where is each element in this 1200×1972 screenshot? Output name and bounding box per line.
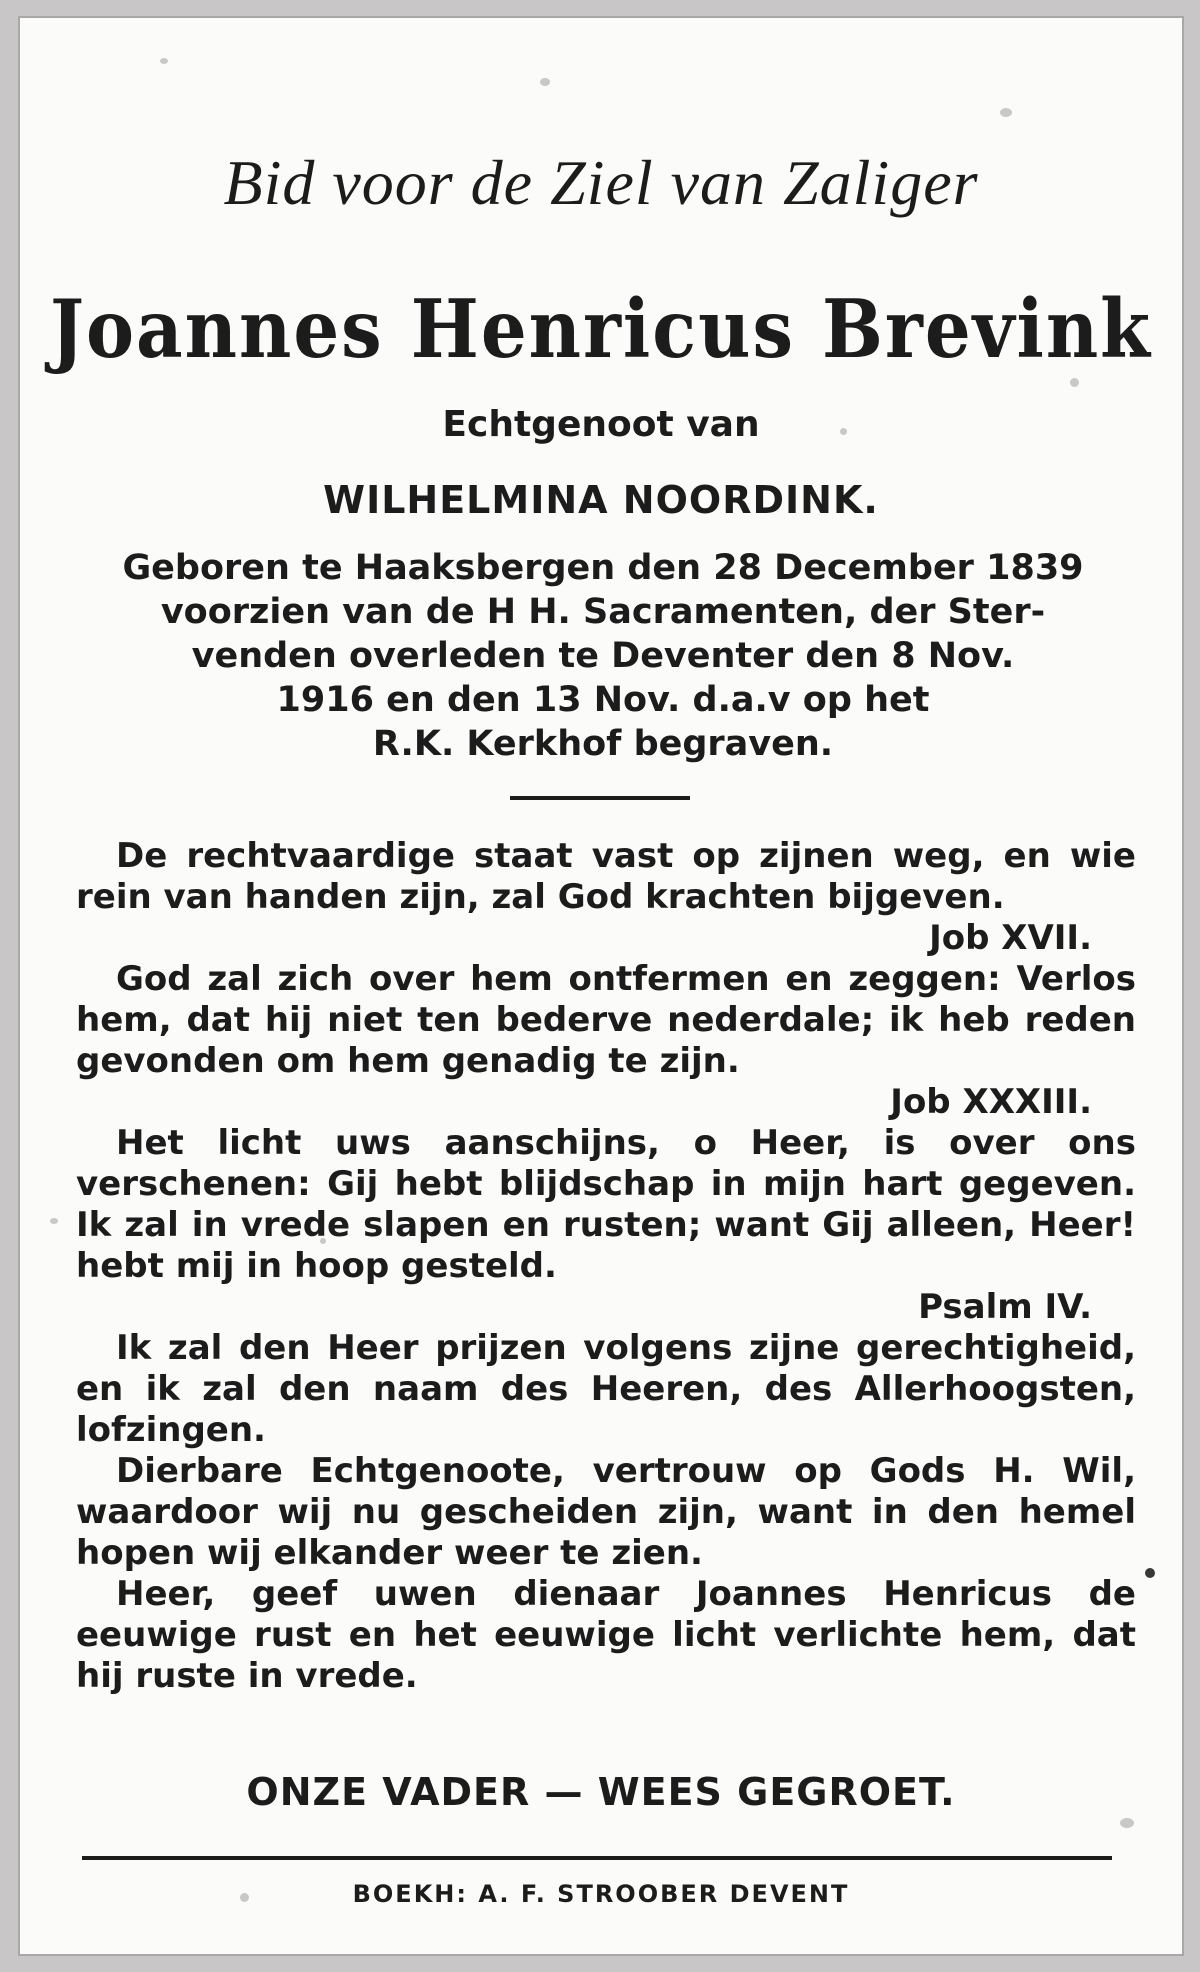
verse-reference: Job XVII. bbox=[929, 918, 1092, 958]
verse-reference: Job XXXIII. bbox=[890, 1082, 1092, 1122]
birth-line: Geboren te Haaksbergen den 28 December 1839 bbox=[122, 548, 1084, 588]
verse bbox=[76, 1574, 1136, 1697]
closing-prayer: ONZE VADER — WEES GEGROET. bbox=[246, 1770, 956, 1814]
speck bbox=[1070, 378, 1079, 387]
birth-line: voorzien van de H H. Sacramenten, der Ster- bbox=[160, 592, 1046, 632]
verse bbox=[76, 1328, 1136, 1451]
verses bbox=[76, 836, 1136, 1697]
printer-imprint: BOEKH: A. F. STROOBER DEVENT bbox=[352, 1880, 850, 1908]
speck bbox=[50, 1218, 58, 1224]
speck bbox=[1120, 1818, 1134, 1828]
speck bbox=[1000, 108, 1012, 117]
birth-line: R.K. Kerkhof begraven. bbox=[372, 724, 834, 764]
card-title: Bid voor de Ziel van Zaliger bbox=[223, 147, 979, 218]
verse-text: Heer, geef uwen dienaar Joannes Henricus de eeuwige rust en het eeuwige licht verlichte hem, dat hij ruste in vrede. bbox=[76, 1574, 1136, 1696]
spouse-name: WILHELMINA NOORDINK. bbox=[323, 478, 879, 522]
birth-line: venden overleden te Deventer den 8 Nov. bbox=[191, 636, 1015, 676]
speck bbox=[1145, 1568, 1155, 1578]
verse bbox=[76, 836, 1136, 959]
divider-long bbox=[82, 1856, 1112, 1860]
spouse-label: Echtgenoot van bbox=[442, 404, 760, 445]
verse-text: De rechtvaardige staat vast op zijnen weg, en wie rein van handen zijn, zal God krachten bijgeven. bbox=[76, 836, 1136, 917]
verse-text: God zal zich over hem ontfermen en zeggen: Verlos hem, dat hij niet ten bederve nederdale; ik heb reden gevonden om hem genadig te zijn. bbox=[76, 959, 1136, 1081]
speck bbox=[540, 78, 550, 86]
divider-short bbox=[510, 796, 690, 800]
verse bbox=[76, 1123, 1136, 1328]
birth-line: 1916 en den 13 Nov. d.a.v op het bbox=[276, 680, 930, 720]
verse-text: Het licht uws aanschijns, o Heer, is over ons verschenen: Gij hebt blijdschap in mijn hart gegeven. Ik zal in vrede slapen en rusten; want Gij alleen, Heer! hebt mij in hoop gesteld. bbox=[76, 1123, 1136, 1286]
birth-death-details bbox=[60, 546, 1146, 766]
verse bbox=[76, 959, 1136, 1123]
speck bbox=[160, 58, 168, 64]
verse-reference: Psalm IV. bbox=[918, 1287, 1092, 1327]
memorial-card bbox=[18, 16, 1184, 1956]
deceased-name: Joannes Henricus Brevink bbox=[49, 280, 1153, 377]
verse bbox=[76, 1451, 1136, 1574]
verse-text: Ik zal den Heer prijzen volgens zijne gerechtigheid, en ik zal den naam des Heeren, des Allerhoogsten, lofzingen. bbox=[76, 1328, 1136, 1450]
verse-text: Dierbare Echtgenoote, vertrouw op Gods H. Wil, waardoor wij nu gescheiden zijn, want in den hemel hopen wij elkander weer te zien. bbox=[76, 1451, 1136, 1573]
